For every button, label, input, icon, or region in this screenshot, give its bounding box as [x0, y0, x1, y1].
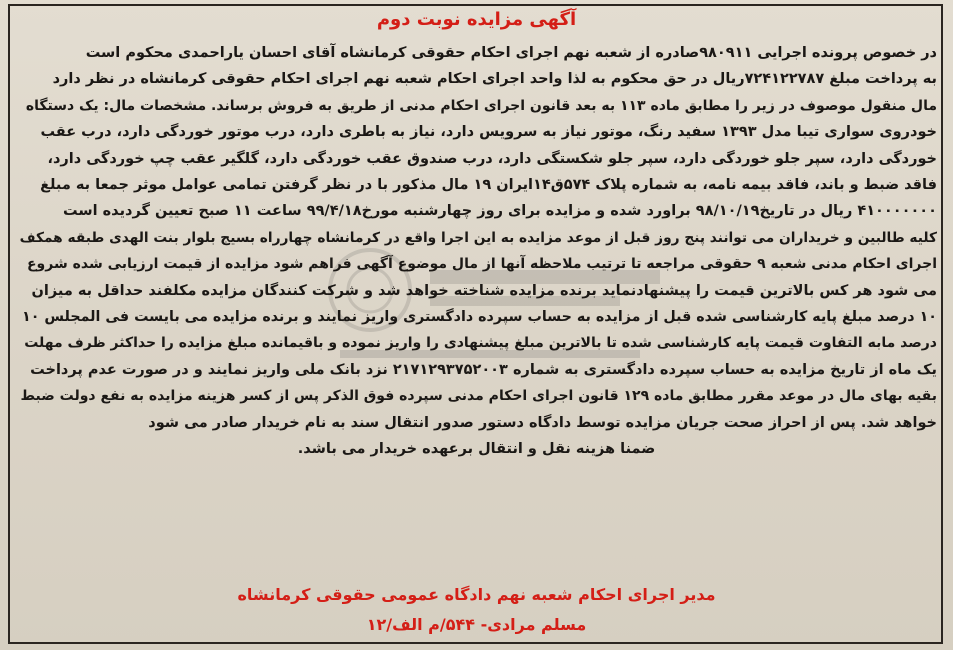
- notice-body: [16, 40, 937, 463]
- signature-block: [0, 580, 953, 640]
- body-line: مال منقول موصوف در زیر را مطابق ماده ۱۱۳ به بعد قانون اجرای احکام مدنی از طریق به فروش برساند. مشخصات مال: یک دستگاه: [25, 97, 937, 114]
- body-line: ضمنا هزینه نقل و انتقال برعهده خریدار می باشد.: [297, 441, 656, 458]
- body-line: به پرداخت مبلغ ۷۲۴۱۲۲۷۸۷ریال در حق محکوم به لذا واحد اجرای احکام شعبه نهم اجرای احکام حقوقی کرمانشاه در نظر دارد: [52, 71, 937, 88]
- body-line: کلیه طالبین و خریداران می توانند پنج روز قبل از موعد مزایده به این اجرا واقع در کرمانشاه چهارراه بسیج بلوار بنت الهدی طبقه همکف: [19, 229, 937, 246]
- body-line: ۴۱۰۰۰۰۰۰۰ ریال در تاریخ۹۸/۱۰/۱۹ براورد شده و مزایده برای روز چهارشنبه مورخ۹۹/۴/۱۸ ساعت ۱۱ صبح تعیین گردیده است: [63, 203, 937, 220]
- body-line: خوردگی دارد، سپر جلو خوردگی دارد، سپر جلو شکستگی دارد، درب صندوق عقب خوردگی دارد، گلگیر عقب چپ خوردگی دارد،: [47, 150, 937, 167]
- body-line: ۱۰ درصد مبلغ پایه کارشناسی شده قبل از مزایده به حساب سپرده دادگستری واریز نمایند و برنده مزایده می بایست فی المجلس ۱۰: [22, 309, 937, 326]
- body-line: یک ماه از تاریخ مزایده به حساب سپرده دادگستری به شماره ۲۱۷۱۲۹۳۷۵۲۰۰۳ نزد بانک ملی واریز نمایند و در صورت عدم پرداخت: [30, 361, 937, 378]
- signature-title: مدیر اجرای احکام شعبه نهم دادگاه عمومی حقوقی کرمانشاه: [237, 585, 716, 604]
- body-line: در خصوص پرونده اجرایی ۹۸۰۹۱۱صادره از شعبه نهم اجرای احکام حقوقی کرمانشاه آقای احسان یاراحمدی محکوم است: [85, 45, 937, 61]
- body-line: بقیه بهای مال در موعد مقرر مطابق ماده ۱۲۹ قانون اجرای احکام مدنی سپرده فوق الذکر پس از کسر هزینه مزایده به نفع دولت ضبط: [20, 388, 937, 405]
- body-line: می شود هر کس بالاترین قیمت را پیشنهادنماید برنده مزایده شناخته خواهد شد و شرکت کنندگان مزایده مکلفند حداقل به میزان: [31, 282, 937, 299]
- body-line: فاقد ضبط و باند، فاقد بیمه نامه، به شماره پلاک ۵۷۴ق۱۴ایران ۱۹ مال مذکور با در نظر گرفتن تمامی عوامل موثر جمعا به مبلغ: [40, 177, 937, 194]
- notice-title: آگهی مزایده نوبت دوم: [376, 9, 577, 30]
- signature-name: مسلم مرادی- ۵۴۴/م الف/۱۲: [366, 615, 587, 634]
- body-line: درصد مابه التفاوت قیمت پایه کارشناسی شده تا بالاترین مبلغ پیشنهادی را واریز نموده و باقیمانده مبلغ مزایده را حداکثر ظرف مهلت: [24, 335, 937, 352]
- body-line: خواهد شد. پس از احراز صحت جریان مزایده توسط دادگاه دستور صدور انتقال سند به نام خریدار صادر می شود: [148, 414, 937, 431]
- body-line: خودروی سواری تیبا مدل ۱۳۹۳ سفید رنگ، موتور نیاز به سرویس دارد، نیاز به باطری دارد، درب موتور خوردگی دارد، درب عقب: [40, 124, 937, 141]
- body-line: اجرای احکام مدنی شعبه ۹ حقوقی مراجعه تا ترتیب ملاحظه آنها از مال موضوع آگهی فراهم شود مزایده از قیمت ارزیابی شده شروع: [26, 256, 937, 273]
